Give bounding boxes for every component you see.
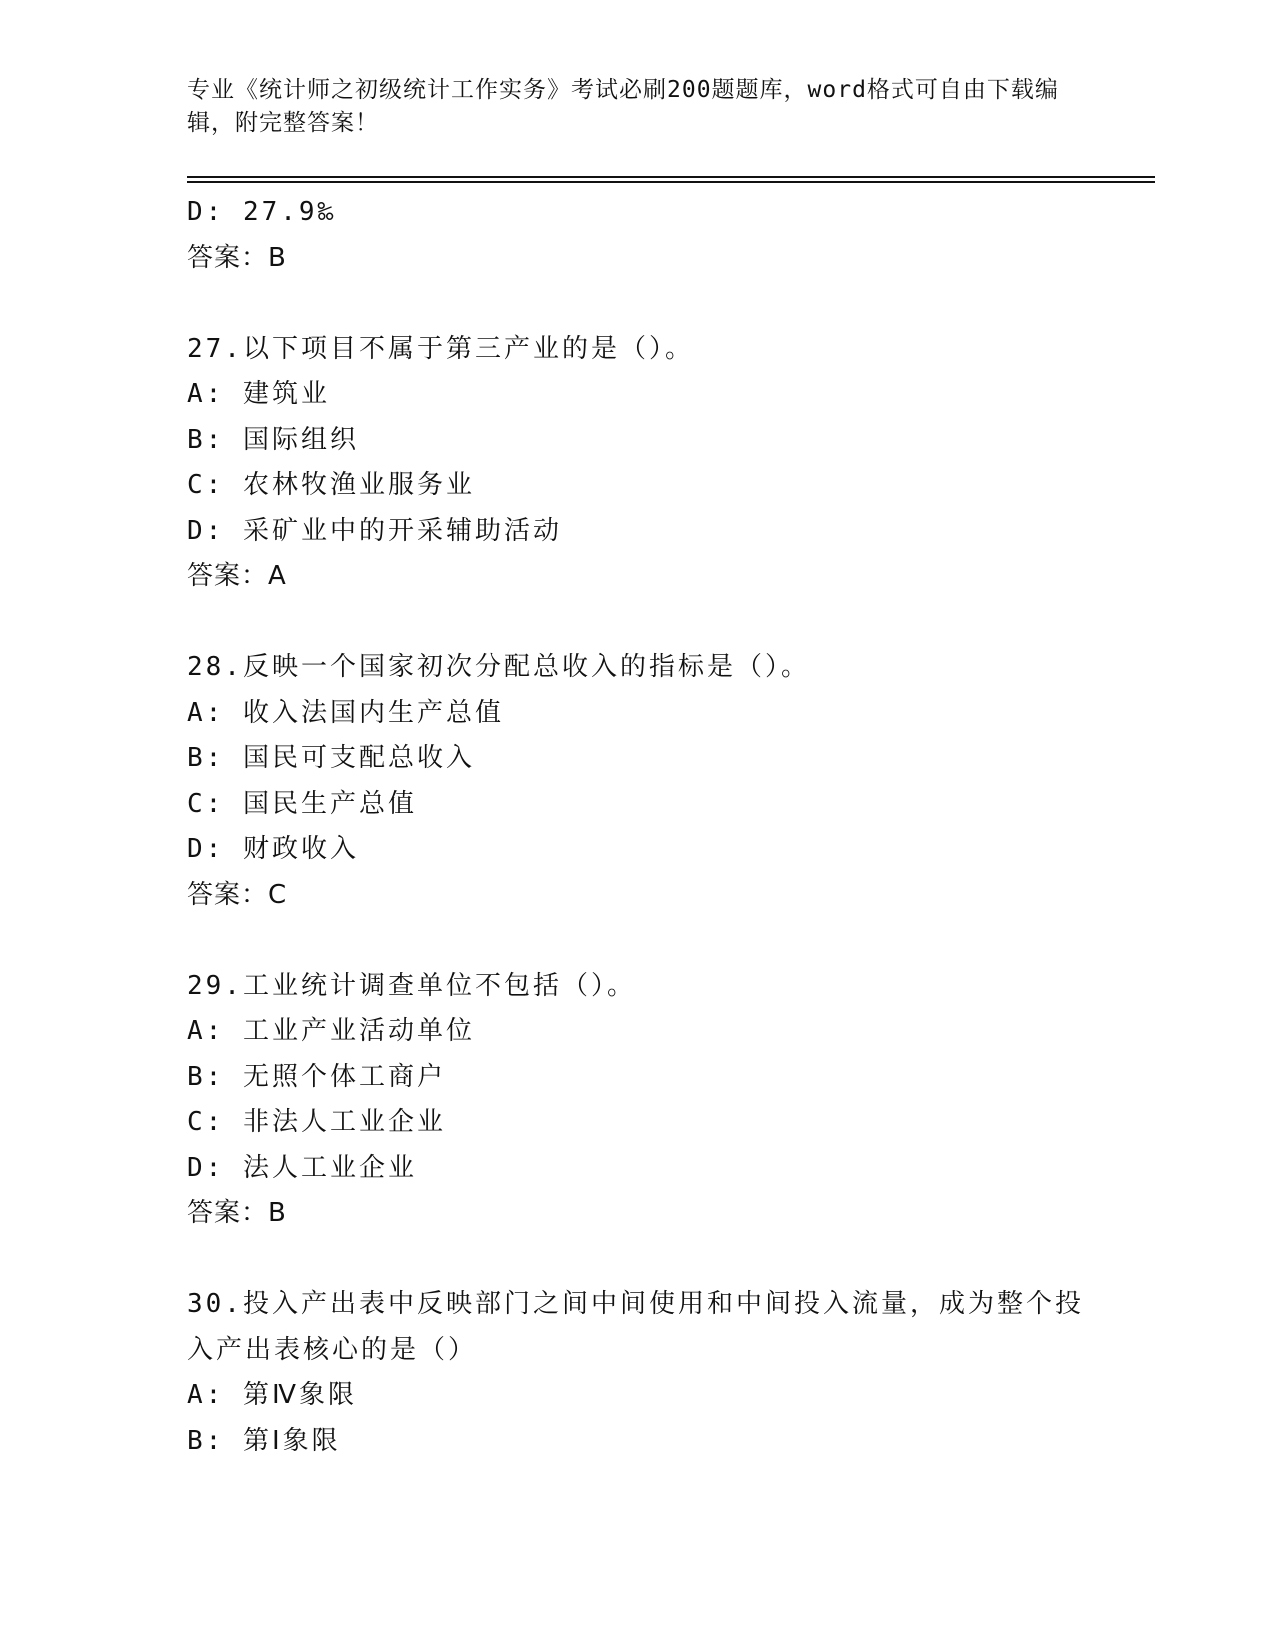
header-title: 专业《统计师之初级统计工作实务》考试必刷200题题库，word格式可自由下载编辑，附完整答案！	[187, 77, 1059, 136]
question-list	[187, 190, 1087, 1464]
answer: 答案：B	[187, 242, 287, 273]
option-b: B: 国民可支配总收入	[187, 743, 475, 773]
option-d: D: 采矿业中的开采辅助活动	[187, 515, 562, 546]
option-c: C: 非法人工业企业	[187, 1107, 446, 1137]
question-stem: 28.反映一个国家初次分配总收入的指标是（）。	[187, 652, 810, 682]
question-block	[187, 964, 1087, 1237]
question-stem: 29.工业统计调查单位不包括（）。	[187, 970, 636, 1001]
header-divider-bottom	[187, 181, 1155, 183]
question-block	[187, 327, 1087, 600]
spacer	[187, 281, 1087, 327]
option-c: C: 国民生产总值	[187, 788, 417, 819]
option-a: A: 第Ⅳ象限	[187, 1380, 357, 1410]
question-stem-line-1: 30.投入产出表中反映部门之间中间使用和中间投入流量，成为整个投	[187, 1289, 1084, 1319]
option-a: A: 收入法国内生产总值	[187, 697, 504, 728]
option-c: C: 农林牧渔业服务业	[187, 470, 475, 500]
option-a: A: 工业产业活动单位	[187, 1016, 475, 1046]
option-b: B: 国际组织	[187, 424, 359, 455]
spacer	[187, 600, 1087, 646]
question-stem-line-2: 入产出表核心的是（）	[187, 1334, 478, 1365]
option-a: A: 建筑业	[187, 379, 330, 409]
question-block	[187, 190, 1087, 281]
answer: 答案：A	[187, 561, 287, 591]
option-b: B: 无照个体工商户	[187, 1061, 446, 1092]
option-d: D: 27.9‰	[187, 197, 337, 227]
page-header	[187, 74, 1077, 140]
spacer	[187, 1237, 1087, 1283]
question-stem: 27.以下项目不属于第三产业的是（）。	[187, 333, 694, 364]
spacer	[187, 918, 1087, 964]
header-divider-top	[187, 176, 1155, 178]
question-block	[187, 645, 1087, 918]
question-block	[187, 1282, 1087, 1464]
answer: 答案：B	[187, 1198, 287, 1228]
option-d: D: 法人工业企业	[187, 1152, 417, 1183]
answer: 答案：C	[187, 879, 288, 910]
option-d: D: 财政收入	[187, 834, 359, 864]
option-b: B: 第Ⅰ象限	[187, 1425, 341, 1456]
